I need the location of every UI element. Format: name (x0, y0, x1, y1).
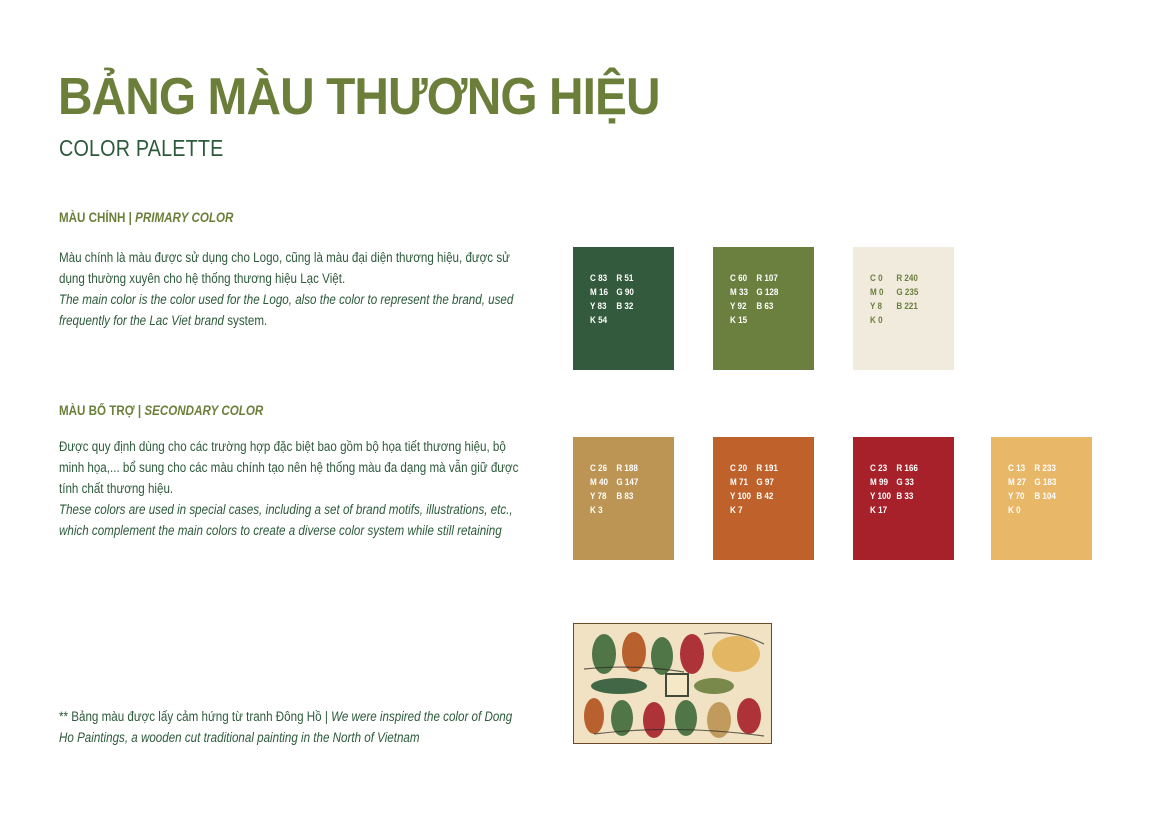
cmyk-value: Y 92 (730, 301, 747, 312)
cmyk-value: C 23 (870, 463, 888, 474)
cmyk-value: K 15 (730, 315, 748, 326)
cmyk-value: M 27 (1008, 477, 1026, 488)
cmyk-value: Y 70 (1008, 491, 1025, 502)
secondary-color-swatch (573, 437, 674, 560)
rgb-value: G 97 (756, 477, 774, 488)
cmyk-value: M 99 (870, 477, 888, 488)
rgb-value: R 51 (616, 273, 634, 284)
secondary-color-swatch (713, 437, 814, 560)
rgb-value: G 128 (756, 287, 779, 298)
rgb-value: G 183 (1034, 477, 1057, 488)
primary-color-heading (59, 210, 233, 225)
rgb-value: B 32 (616, 301, 634, 312)
cmyk-value: C 83 (590, 273, 608, 284)
secondary-description (59, 436, 523, 541)
page-title: BẢNG MÀU THƯƠNG HIỆU (58, 68, 660, 126)
rgb-value: R 188 (616, 463, 638, 474)
cmyk-value: K 3 (590, 505, 603, 516)
secondary-color-swatch (991, 437, 1092, 560)
cmyk-value: C 20 (730, 463, 748, 474)
cmyk-value: C 60 (730, 273, 748, 284)
cmyk-value: Y 83 (590, 301, 607, 312)
secondary-color-swatch (853, 437, 954, 560)
secondary-heading-en: SECONDARY COLOR (144, 403, 264, 418)
cmyk-value: M 40 (590, 477, 608, 488)
primary-desc-vi: Màu chính là màu được sử dụng cho Logo, cũng là màu đại diện thương hiệu, được sử dụng thường xuyên cho hệ thống thương hiệu Lạc Việt. (59, 250, 510, 286)
cmyk-value: Y 100 (730, 491, 751, 502)
cmyk-value: K 0 (870, 315, 883, 326)
cmyk-value: Y 78 (590, 491, 607, 502)
rgb-value: R 240 (896, 273, 918, 284)
cmyk-value: C 0 (870, 273, 883, 284)
rgb-value: R 233 (1034, 463, 1056, 474)
rgb-value: G 235 (896, 287, 919, 298)
primary-desc-en: The main color is the color used for the Logo, also the color to represent the brand, used frequently for the Lac Viet brand (59, 292, 514, 328)
primary-heading-en: PRIMARY COLOR (135, 210, 234, 225)
rgb-value: B 33 (896, 491, 914, 502)
cmyk-value: M 33 (730, 287, 748, 298)
rgb-value: R 107 (756, 273, 778, 284)
rgb-value: B 104 (1034, 491, 1056, 502)
primary-description (59, 247, 523, 331)
rgb-value: R 166 (896, 463, 918, 474)
color-codes (590, 272, 634, 328)
cmyk-value: C 13 (1008, 463, 1026, 474)
dong-ho-painting-image (573, 623, 772, 744)
rgb-value: B 221 (896, 301, 918, 312)
rgb-value: B 83 (616, 491, 634, 502)
cmyk-value: K 17 (870, 505, 888, 516)
cmyk-value: K 7 (730, 505, 743, 516)
cmyk-value: Y 100 (870, 491, 891, 502)
cmyk-value: M 71 (730, 477, 748, 488)
cmyk-value: K 0 (1008, 505, 1021, 516)
color-codes (730, 272, 778, 328)
color-codes (870, 462, 918, 518)
primary-color-swatch (853, 247, 954, 370)
rgb-value: R 191 (756, 463, 778, 474)
color-codes (590, 462, 638, 518)
rgb-value: B 63 (756, 301, 774, 312)
secondary-desc-vi: Được quy định dùng cho các trường hợp đặc biệt bao gồm bộ họa tiết thương hiệu, bộ minh họa,... bổ sung cho các màu chính tạo nên hệ thống màu đa dạng mà vẫn giữ được tính chất thương hiệu. (59, 439, 519, 496)
primary-desc-en-tail: system. (224, 313, 268, 328)
secondary-heading-vi: MÀU BỔ TRỢ | (59, 403, 145, 418)
cmyk-value: K 54 (590, 315, 608, 326)
footnote (59, 706, 523, 748)
rgb-value: G 147 (616, 477, 639, 488)
primary-color-swatch (573, 247, 674, 370)
secondary-color-heading (59, 403, 263, 418)
color-codes (1008, 462, 1056, 518)
primary-color-swatch (713, 247, 814, 370)
secondary-desc-en: These colors are used in special cases, including a set of brand motifs, illustrations, etc., which complement the main colors to create a diverse color system while still retaining (59, 502, 513, 538)
cmyk-value: Y 8 (870, 301, 882, 312)
footnote-vi: ** Bảng màu được lấy cảm hứng từ tranh Đông Hồ | (59, 709, 332, 724)
page-subtitle: COLOR PALETTE (59, 135, 224, 161)
cmyk-value: C 26 (590, 463, 608, 474)
cmyk-value: M 16 (590, 287, 608, 298)
rgb-value: G 33 (896, 477, 914, 488)
footnote-en: We were inspired the color of Dong Ho Paintings, a wooden cut traditional painting in the North of Vietnam (59, 709, 513, 745)
color-codes (730, 462, 778, 518)
rgb-value: B 42 (756, 491, 774, 502)
cmyk-value: M 0 (870, 287, 884, 298)
primary-heading-vi: MÀU CHÍNH | (59, 210, 136, 225)
color-codes (870, 272, 918, 328)
rgb-value: G 90 (616, 287, 634, 298)
